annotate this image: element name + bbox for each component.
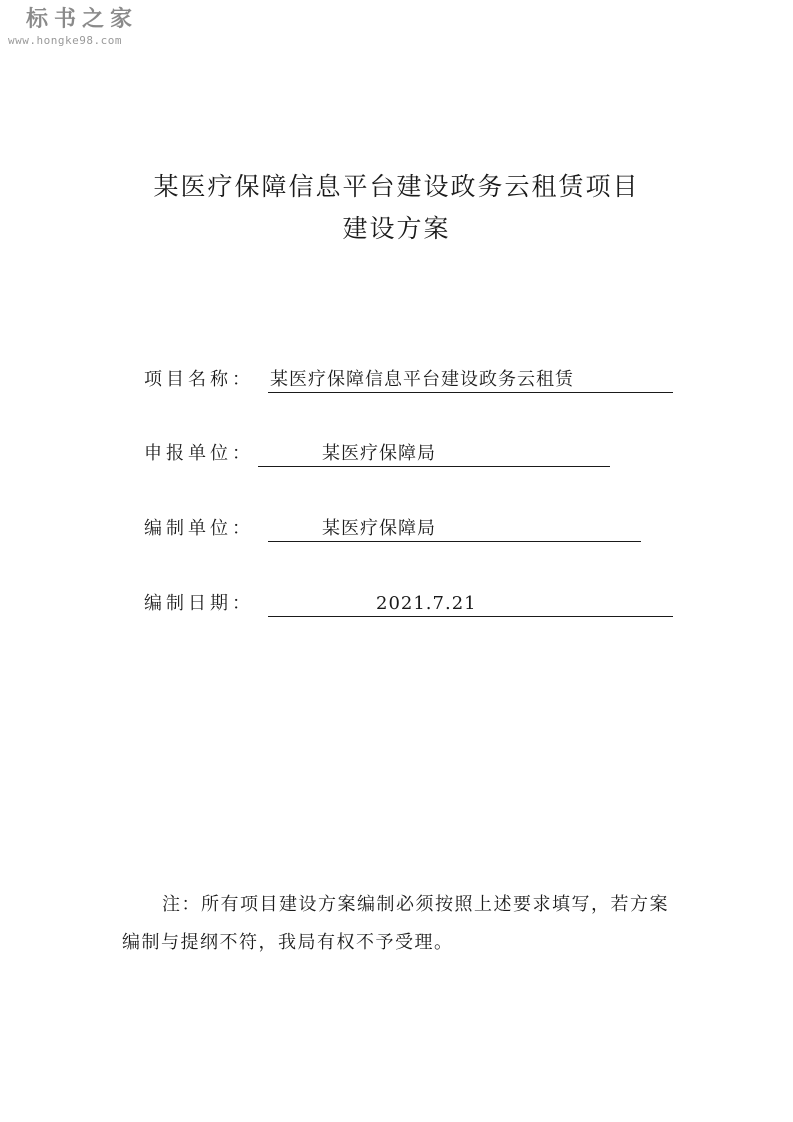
- document-title-line1: 某医疗保障信息平台建设政务云租赁项目: [153, 172, 640, 201]
- applicant-value: 某医疗保障局: [322, 443, 436, 464]
- compiler-value: 某医疗保障局: [322, 518, 436, 539]
- document-title: [100, 166, 693, 250]
- date-field: [144, 591, 675, 617]
- project-name-label: 项目名称：: [144, 369, 254, 390]
- project-name-field: [144, 367, 675, 393]
- note-paragraph: 注：所有项目建设方案编制必须按照上述要求填写，若方案编制与提纲不符，我局有权不予受理。: [122, 894, 669, 953]
- date-value: 2021.7.21: [376, 593, 477, 614]
- applicant-label: 申报单位：: [144, 443, 254, 464]
- watermark-title: 标书之家: [26, 7, 139, 32]
- watermark-url: www.hongke98.com: [8, 34, 122, 47]
- compiler-label: 编制单位：: [144, 518, 254, 539]
- document-title-line2: 建设方案: [342, 214, 451, 243]
- project-name-value: 某医疗保障信息平台建设政务云租赁: [270, 369, 574, 390]
- compiler-field: [144, 516, 644, 542]
- watermark-logo: [8, 6, 168, 48]
- date-label: 编制日期：: [144, 593, 254, 614]
- applicant-field: [144, 441, 614, 467]
